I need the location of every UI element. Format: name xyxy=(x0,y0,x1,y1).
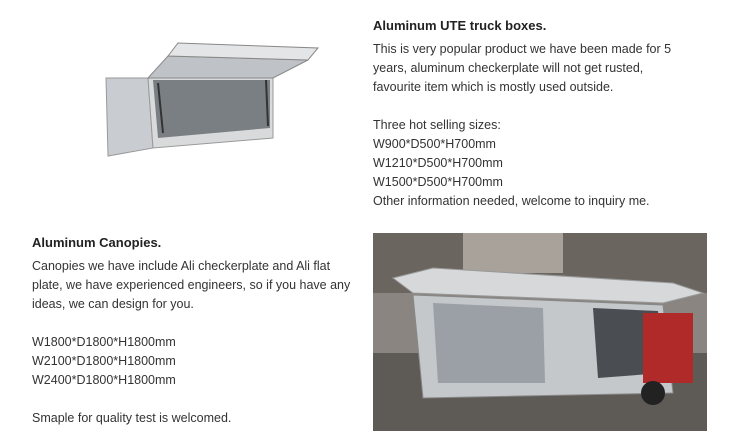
canopy-section xyxy=(32,234,372,428)
canopy-desc-line: Canopies we have include Ali checkerplate and Ali flat xyxy=(32,259,331,273)
canopy-size: W1800*D1800*H1800mm xyxy=(32,335,176,349)
ute-footer: Other information needed, welcome to inquiry me. xyxy=(373,194,650,208)
canopy-desc-line: ideas, we can design for you. xyxy=(32,297,194,311)
canopy-photo xyxy=(373,233,707,431)
canopy-desc-line: plate, we have experienced engineers, so if you have any xyxy=(32,278,351,292)
canopy-size: W2400*D1800*H1800mm xyxy=(32,373,176,387)
ute-section xyxy=(373,17,713,211)
canopy-title: Aluminum Canopies. xyxy=(32,235,162,250)
ute-desc-line: This is very popular product we have been made for 5 xyxy=(373,42,672,56)
canopy-footer: Smaple for quality test is welcomed. xyxy=(32,411,232,425)
ute-title: Aluminum UTE truck boxes. xyxy=(373,18,547,33)
ute-toolbox-image xyxy=(98,38,324,173)
ute-desc-line: years, aluminum checkerplate will not get rusted, xyxy=(373,61,644,75)
ute-size: W1500*D500*H700mm xyxy=(373,175,503,189)
ute-size: W900*D500*H700mm xyxy=(373,137,496,151)
ute-sizes-label: Three hot selling sizes: xyxy=(373,118,501,132)
ute-desc-line: favourite item which is mostly used outside. xyxy=(373,80,614,94)
canopy-size: W2100*D1800*H1800mm xyxy=(32,354,176,368)
ute-size: W1210*D500*H700mm xyxy=(373,156,503,170)
